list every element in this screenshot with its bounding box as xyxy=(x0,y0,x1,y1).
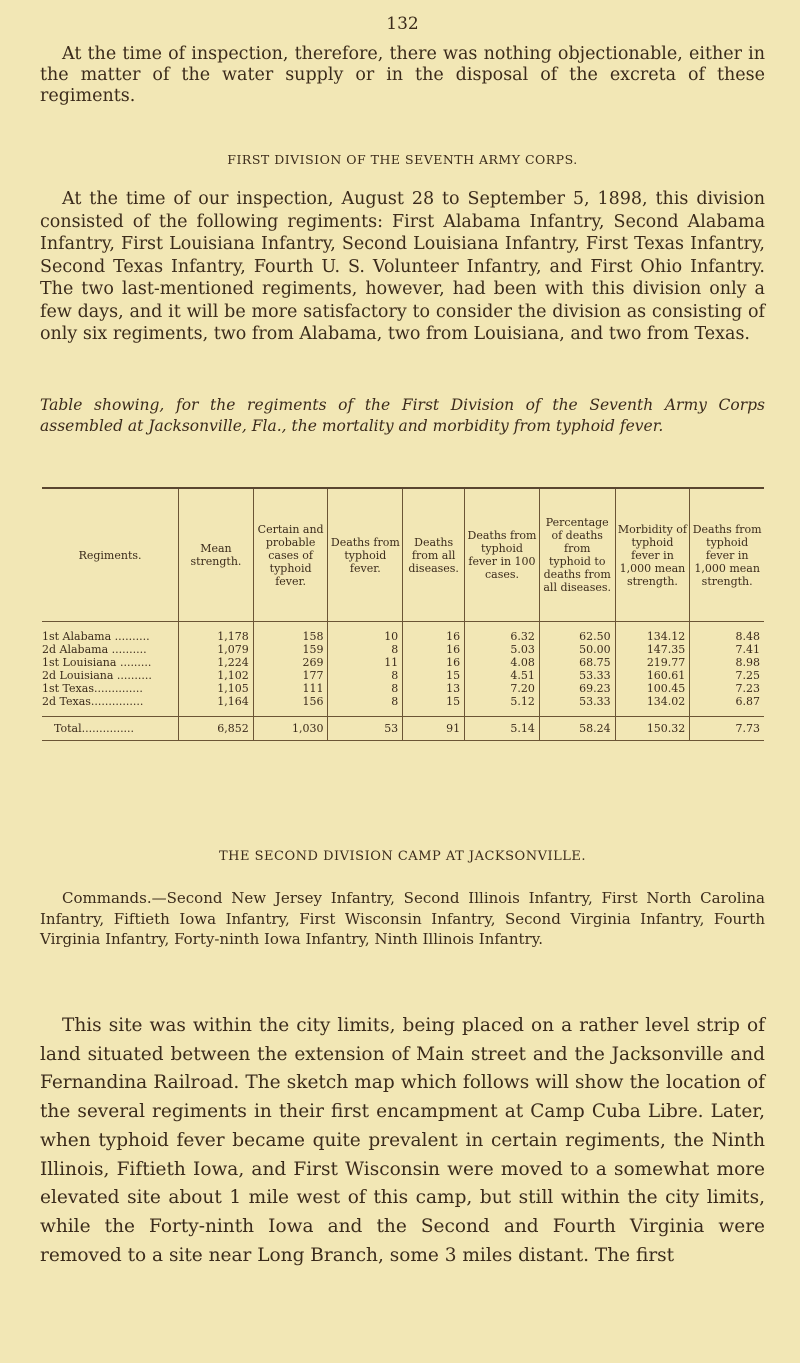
col-header: Deaths from typhoid fever in 100 cases. xyxy=(465,488,540,622)
total-value-cell: 7.73 xyxy=(690,717,764,741)
value-cell: 219.77 xyxy=(615,656,690,669)
value-cell: 8 xyxy=(328,669,403,682)
value-cell: 156 xyxy=(253,695,328,717)
value-cell: 10 xyxy=(328,622,403,644)
value-cell: 7.25 xyxy=(690,669,764,682)
value-cell: 15 xyxy=(403,695,465,717)
value-cell: 5.12 xyxy=(465,695,540,717)
table-caption: Table showing, for the regiments of the First Division of the Seventh Army Corps assembled at Jacksonville, Fla., the mortality and morbidity from typhoid fever. xyxy=(40,396,765,435)
col-header: Deaths from typhoid fever in 1,000 mean strength. xyxy=(690,488,764,622)
regiment-name-cell: 1st Alabama .......... xyxy=(42,630,150,643)
value-cell: 8.48 xyxy=(690,622,764,644)
col-header: Mean strength. xyxy=(179,488,254,622)
value-cell: 1,164 xyxy=(179,695,254,717)
total-value-cell: 6,852 xyxy=(179,717,254,741)
value-cell: 11 xyxy=(328,656,403,669)
value-cell: 15 xyxy=(403,669,465,682)
value-cell: 6.32 xyxy=(465,622,540,644)
value-cell: 7.41 xyxy=(690,643,764,656)
value-cell: 7.20 xyxy=(465,682,540,695)
regiment-name-cell: 1st Louisiana ......... xyxy=(42,656,152,669)
total-value-cell: 5.14 xyxy=(465,717,540,741)
col-header: Certain and probable cases of typhoid fever. xyxy=(253,488,328,622)
value-cell: 50.00 xyxy=(539,643,615,656)
value-cell: 159 xyxy=(253,643,328,656)
value-cell: 8 xyxy=(328,682,403,695)
value-cell: 111 xyxy=(253,682,328,695)
value-cell: 7.23 xyxy=(690,682,764,695)
value-cell: 8 xyxy=(328,695,403,717)
table-row xyxy=(42,622,764,644)
table-row xyxy=(42,643,764,656)
value-cell: 4.08 xyxy=(465,656,540,669)
total-value-cell: 150.32 xyxy=(615,717,690,741)
value-cell: 53.33 xyxy=(539,669,615,682)
value-cell: 53.33 xyxy=(539,695,615,717)
value-cell: 16 xyxy=(403,622,465,644)
value-cell: 1,105 xyxy=(179,682,254,695)
value-cell: 134.12 xyxy=(615,622,690,644)
value-cell: 1,178 xyxy=(179,622,254,644)
table-header-row xyxy=(42,488,764,622)
table-row xyxy=(42,656,764,669)
value-cell: 62.50 xyxy=(539,622,615,644)
col-header: Morbidity of typhoid fever in 1,000 mean strength. xyxy=(615,488,690,622)
value-cell: 177 xyxy=(253,669,328,682)
value-cell: 160.61 xyxy=(615,669,690,682)
value-cell: 8 xyxy=(328,643,403,656)
value-cell: 147.35 xyxy=(615,643,690,656)
table-row xyxy=(42,695,764,717)
total-label: Total............... xyxy=(42,717,179,741)
value-cell: 4.51 xyxy=(465,669,540,682)
total-value-cell: 58.24 xyxy=(539,717,615,741)
value-cell: 8.98 xyxy=(690,656,764,669)
value-cell: 158 xyxy=(253,622,328,644)
value-cell: 16 xyxy=(403,643,465,656)
table-row xyxy=(42,669,764,682)
value-cell: 16 xyxy=(403,656,465,669)
total-value-cell: 53 xyxy=(328,717,403,741)
total-value-cell: 91 xyxy=(403,717,465,741)
value-cell: 68.75 xyxy=(539,656,615,669)
total-row xyxy=(42,717,764,741)
value-cell: 13 xyxy=(403,682,465,695)
commands-paragraph: Commands.—Second New Jersey Infantry, Second Illinois Infantry, First North Carolina Infantry, Fiftieth Iowa Infantry, First Wisconsin Infantry, Second Virginia Infantry, Fourth Virginia Infantry, Forty-ninth Iowa Infantry, Ninth Illinois Infantry. xyxy=(40,889,765,948)
col-header: Regiments. xyxy=(42,488,179,622)
section-heading-first-division: FIRST DIVISION OF THE SEVENTH ARMY CORPS. xyxy=(227,152,578,167)
value-cell: 6.87 xyxy=(690,695,764,717)
value-cell: 1,224 xyxy=(179,656,254,669)
value-cell: 100.45 xyxy=(615,682,690,695)
mortality-table xyxy=(42,487,764,741)
value-cell: 1,079 xyxy=(179,643,254,656)
table-row xyxy=(42,682,764,695)
page-number: 132 xyxy=(386,14,419,34)
value-cell: 1,102 xyxy=(179,669,254,682)
paragraph-division: At the time of our inspection, August 28 to September 5, 1898, this division consisted of the following regiments: First Alabama Infantry, Second Alabama Infantry, First Louisiana Infantry, Second Louisiana Infantry, First Texas Infantry, Second Texas Infantry, Fourth U. S. Volunteer Infantry, and First Ohio Infantry. The two last-mentioned regiments, however, had been with this division only a few days, and it will be more satisfactory to consider the division as consisting of only six regiments, two from Alabama, two from Louisiana, and two from Texas. xyxy=(40,189,765,344)
regiment-name-cell: 2d Texas............... xyxy=(42,695,144,708)
col-header: Percentage of deaths from typhoid to deaths from all diseases. xyxy=(539,488,615,622)
value-cell: 134.02 xyxy=(615,695,690,717)
value-cell: 5.03 xyxy=(465,643,540,656)
paragraph-site: This site was within the city limits, being placed on a rather level strip of land situated between the extension of Main street and the Jacksonville and Fernandina Railroad. The sketch map which follows will show the location of the several regiments in their first encampment at Camp Cuba Libre. Later, when typhoid fever became quite prevalent in certain regiments, the Ninth Illinois, Fiftieth Iowa, and First Wisconsin were moved to a somewhat more elevated site about 1 mile west of this camp, but still within the city limits, while the Forty-ninth Iowa and the Second and Fourth Virginia were removed to a site near Long Branch, some 3 miles distant. The first xyxy=(40,1015,765,1266)
regiment-name-cell: 2d Louisiana .......... xyxy=(42,669,152,682)
paragraph-intro: At the time of inspection, therefore, there was nothing objectionable, either in the matter of the water supply or in the disposal of the excreta of these regiments. xyxy=(40,44,765,106)
section-heading-second-division: THE SECOND DIVISION CAMP AT JACKSONVILLE. xyxy=(219,849,586,864)
value-cell: 269 xyxy=(253,656,328,669)
regiment-name-cell: 2d Alabama .......... xyxy=(42,643,147,656)
regiment-name-cell: 1st Texas.............. xyxy=(42,682,143,695)
col-header: Deaths from all diseases. xyxy=(403,488,465,622)
col-header: Deaths from typhoid fever. xyxy=(328,488,403,622)
value-cell: 69.23 xyxy=(539,682,615,695)
total-value-cell: 1,030 xyxy=(253,717,328,741)
